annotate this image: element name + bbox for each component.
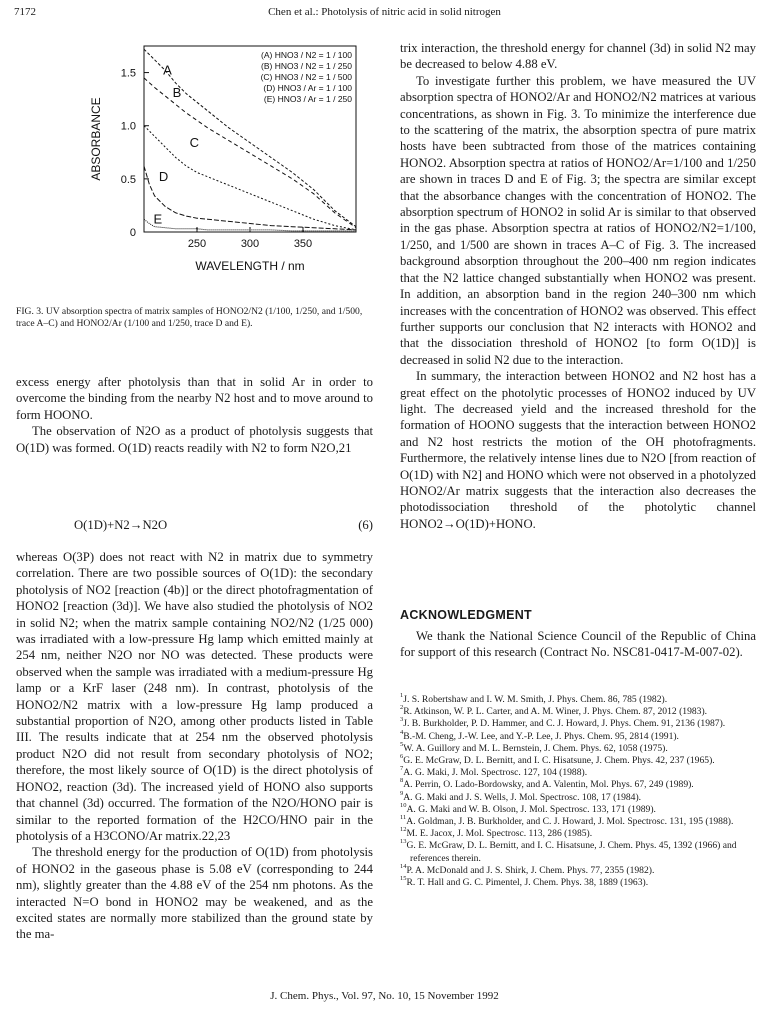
reference-item — [400, 728, 758, 743]
reference-number: 8 — [400, 777, 404, 785]
reference-item — [400, 706, 758, 718]
references — [400, 694, 758, 889]
paragraph: To investigate further this problem, we have measured the UV absorption spectra of HONO2/Ar and HONO2/N2 matrices at various concentrations, as shown in Fig. 3. To minimize the interference due to the scattering of the matrix, the absorption spectra of pure matrix hosts have been subtracted from those of the matrices containing HONO2. Absorption spectra at ratios of HONO2/Ar=1/100 and 1/250 are shown in traces D and E of Fig. 3; the spectra are similar except that the absorbance changes with the concentration of HONO2. The absorption spectrum of HONO2 in solid Ar is similar to that observed in the gas phase. Absorption spectra at ratios of HONO2/N2=1/100, 1/250, and 1/500 are shown in traces A–C of Fig. 3. The increased background absorption throughout the 200–400 nm region indicates that the N2 lattice changed substantially when HONO2 was present. In addition, an absorption band in the region 240–300 nm which increases with the concentration of HONO2 was observed. This effect further supports our conclusion that N2 interacts with HONO2 and that the dissociation threshold of HONO2 [to form O(1D)] is decreased in solid N2 due to the interaction. — [400, 73, 756, 367]
equation-text: O(1D)+N2→N2O — [74, 518, 168, 532]
reference-text: A. Goldman, J. B. Burkholder, and C. J. Howard, J. Mol. Spectrosc. 131, 195 (1988). — [406, 816, 734, 828]
reference-item — [400, 718, 758, 730]
acknowledgment-heading: ACKNOWLEDGMENT — [400, 608, 532, 622]
reference-text: A. G. Maki and J. S. Wells, J. Mol. Spectrosc. 108, 17 (1984). — [403, 791, 642, 803]
journal-footer: J. Chem. Phys., Vol. 97, No. 10, 15 November 1992 — [270, 990, 499, 1002]
reference-text: P. A. McDonald and J. S. Shirk, J. Chem. Phys. 77, 2355 (1982). — [406, 864, 655, 876]
reference-text: G. E. McGraw, D. L. Bernitt, and I. C. Hisatsune, J. Chem. Phys. 42, 237 (1965). — [403, 755, 715, 767]
spectra-chart — [16, 40, 371, 300]
reference-text: J. B. Burkholder, P. D. Hammer, and C. J. Howard, J. Phys. Chem. 91, 2136 (1987). — [403, 718, 726, 730]
legend-entry: (E) HNO3 / Ar = 1 / 250 — [263, 94, 352, 104]
reference-number: 1 — [400, 692, 404, 699]
reference-item — [400, 779, 758, 791]
reference-number: 5 — [400, 740, 404, 748]
series-line-d — [144, 166, 356, 230]
legend-entry: (A) HNO3 / N2 = 1 / 100 — [261, 50, 352, 60]
reference-item — [400, 694, 758, 706]
reference-number: 10 — [400, 801, 407, 809]
y-tick-label: 0.5 — [120, 173, 136, 186]
reference-number: 9 — [400, 789, 404, 797]
paragraph: whereas O(3P) does not react with N2 in matrix due to symmetry correlation. There are two possible sources of O(1D): the secondary photolysis of NO2 [reaction (4b)] or the direct photofragmentation of HONO2 [reaction (3d)]. We have also studied the photolysis of NO2 in solid N2; when the matrix sample containing NO2/N2 (1/25 000) was irradiated with a low-pressure Hg lamp which emitted mainly at 254 nm, neither N2O nor NO was detected. These products were observed when the sample was irradiated with a medium-pressure Hg lamp or a KrF laser (248 nm). In contrast, photolysis of the HONO2/N2 matrix with a low-pressure Hg lamp produced a substantial proportion of N2O, among other products listed in Table III. The results indicate that at 254 nm the observed photolysis product N2O did not result from secondary photolysis of NO2; therefore, the most likely source of O(1D) is the direct photolysis of HONO2, reaction (3d). The increased yield of HONO also supports that channel (3d) occurred. The formation of the N2O/HONO pair is similar to the reported formation of the H2CO/HNO pair in the photolysis of a H3CONO/Ar matrix.22,23 — [16, 550, 373, 843]
y-axis-label: ABSORBANCE — [89, 97, 103, 181]
trace-label-e: E — [153, 211, 163, 227]
reference-text: J. S. Robertshaw and I. W. M. Smith, J. Phys. Chem. 86, 785 (1982). — [403, 694, 668, 705]
paragraph: The observation of N2O as a product of photolysis suggests that O(1D) was formed. O(1D) reacts readily with N2 to form N2O,21 — [16, 424, 373, 455]
figure-caption: FIG. 3. UV absorption spectra of matrix samples of HONO2/N2 (1/100, 1/250, and 1/500, trace A–C) and HONO2/Ar (1/100 and 1/250, trace D and E). — [16, 306, 363, 329]
right-column — [400, 40, 756, 532]
x-tick-label: 250 — [187, 238, 207, 250]
reference-item — [400, 789, 758, 804]
reference-number: 6 — [400, 753, 404, 761]
reference-text: A. Perrin, O. Lado-Bordowsky, and A. Valentin, Mol. Phys. 67, 249 (1989). — [403, 779, 694, 791]
reference-number: 12 — [400, 826, 407, 834]
reference-item — [400, 767, 758, 779]
trace-label-d: D — [158, 168, 169, 184]
reference-number: 4 — [400, 728, 404, 736]
reference-text: A. G. Maki, J. Mol. Spectrosc. 127, 104 (1988). — [403, 767, 588, 779]
left-column-bottom — [16, 549, 373, 943]
reference-item — [400, 801, 758, 816]
paragraph: The threshold energy for the production of O(1D) from photolysis of HONO2 in the gaseous phase is 5.08 eV (corresponding to 244 nm), slightly greater than the 4.88 eV of the 254 nm photons. As the interacted N=O bond in HONO2 may be weakened, and as the excited states are normally more stabilized than the ground state by the ma- — [16, 845, 373, 942]
paragraph: In summary, the interaction between HONO2 and N2 host has a great effect on the photolytic processes of HONO2 induced by UV light. The decreased yield and the increased threshold for the formation of HOONO suggests that the interaction between HONO2 and N2 host restricts the motion of the OH photofragments. Furthermore, the relatively intense lines due to N2O [from reaction of O(1D) with N2] and HONO which were not observed in a photolyzed HONO2/Ar matrix suggests that the interaction also decreases the photodissociation threshold of the photolytic channel HONO2→O(1D)+HONO. — [400, 369, 756, 531]
reference-number: 14 — [400, 862, 407, 870]
reference-item — [400, 877, 758, 889]
legend-entry: (C) HNO3 / N2 = 1 / 500 — [260, 72, 352, 82]
reference-text: B.-M. Cheng, J.-W. Lee, and Y.-P. Lee, J. Phys. Chem. 95, 2814 (1991). — [403, 730, 679, 742]
y-tick-label: 1.5 — [120, 67, 136, 80]
legend-entry: (B) HNO3 / N2 = 1 / 250 — [261, 61, 352, 71]
x-axis-label: WAVELENGTH / nm — [195, 259, 305, 273]
reference-text: R. T. Hall and G. C. Pimentel, J. Chem. Phys. 38, 1889 (1963). — [406, 877, 649, 889]
y-tick-label: 1.0 — [120, 120, 136, 133]
reference-number: 11 — [400, 814, 407, 822]
reference-text: A. G. Maki and W. B. Olson, J. Mol. Spectrosc. 133, 171 (1989). — [406, 803, 656, 815]
x-tick-label: 350 — [293, 238, 313, 250]
reference-number: 15 — [400, 875, 407, 883]
x-tick-label: 300 — [240, 238, 260, 250]
reference-item — [400, 740, 758, 755]
reference-item — [400, 828, 758, 840]
series-line-c — [144, 126, 356, 230]
running-head: Chen et al.: Photolysis of nitric acid in solid nitrogen — [268, 6, 501, 18]
reference-number: 2 — [400, 704, 404, 712]
reference-item — [400, 816, 758, 828]
reference-item — [400, 840, 758, 864]
reference-text: W. A. Guillory and M. L. Bernstein, J. Chem. Phys. 62, 1058 (1975). — [403, 742, 668, 754]
reference-number: 7 — [400, 765, 404, 773]
trace-label-b: B — [172, 85, 182, 101]
trace-label-a: A — [163, 62, 172, 78]
paragraph: We thank the National Science Council of the Republic of China for support of this research (Contract No. NSC81-0417-M-007-02). — [400, 629, 756, 660]
trace-label-c: C — [189, 134, 199, 150]
legend-entry: (D) HNO3 / Ar = 1 / 100 — [263, 83, 352, 93]
left-column-top — [16, 374, 373, 456]
reference-item — [400, 755, 758, 767]
figure-3 — [16, 40, 371, 300]
reference-text: M. E. Jacox, J. Mol. Spectrosc. 113, 286 (1985). — [406, 828, 593, 840]
acknowledgment-text — [400, 628, 756, 661]
paragraph: trix interaction, the threshold energy for channel (3d) in solid N2 may be decreased to below 4.88 eV. — [400, 41, 756, 72]
reference-number: 13 — [400, 838, 407, 846]
paragraph: excess energy after photolysis than that in solid Ar in order to overcome the binding from the nearby N2 host and to move around to form HOONO. — [16, 375, 373, 422]
reference-number: 3 — [400, 716, 404, 724]
equation-number: (6) — [358, 518, 373, 532]
reference-text: R. Atkinson, W. P. L. Carter, and A. M. Winer, J. Phys. Chem. 87, 2012 (1983). — [403, 706, 708, 718]
y-tick-label: 0 — [129, 227, 136, 239]
reference-text: G. E. McGraw, D. L. Bernitt, and I. C. Hisatsune, J. Chem. Phys. 45, 1392 (1966) and references therein. — [406, 840, 737, 864]
reference-item — [400, 862, 758, 877]
page-number: 7172 — [14, 6, 36, 18]
